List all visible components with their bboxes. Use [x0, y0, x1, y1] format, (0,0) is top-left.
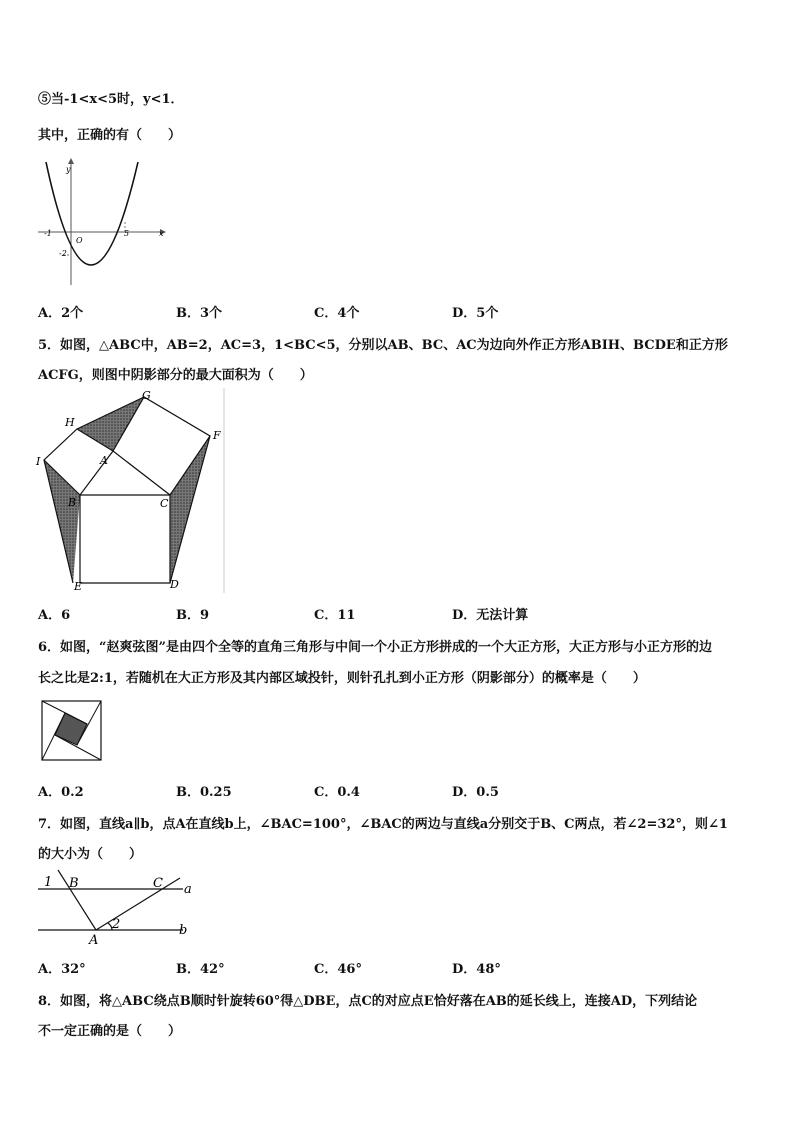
- q4-stem-end: 其中，正确的有（ ）: [38, 128, 182, 143]
- graph-label-origin: O: [76, 236, 83, 245]
- q7-option-c[interactable]: C．46°: [314, 962, 362, 977]
- q7-option-d[interactable]: D．48°: [452, 962, 501, 977]
- q4-option-c[interactable]: C．4个: [314, 306, 360, 321]
- q5-option-c[interactable]: C．11: [314, 608, 356, 623]
- q4-item5: ⑤当-1<x<5时，y<1．: [38, 92, 184, 107]
- fig5-label-h: H: [65, 416, 75, 429]
- fig7-label-line-b: b: [179, 923, 188, 938]
- q5-option-a[interactable]: A．6: [38, 608, 71, 623]
- graph-label-x: x: [159, 229, 164, 238]
- fig5-label-d: D: [170, 578, 179, 591]
- q4-parabola-graph: [38, 158, 168, 286]
- q5-option-d[interactable]: D．无法计算: [452, 608, 529, 623]
- q6-line1: 6．如图，“赵爽弦图”是由四个全等的直角三角形与中间一个小正方形拼成的一个大正方形，大正方形与小正方形的边: [38, 640, 713, 655]
- q5-squares-figure: [36, 388, 228, 594]
- fig5-label-b: B: [68, 496, 77, 509]
- q5-option-b[interactable]: B．9: [176, 608, 210, 623]
- fig5-label-a: A: [100, 454, 108, 467]
- fig7-label-c-point: C: [153, 876, 163, 891]
- q5-line1: 5．如图，△ABC中，AB=2，AC=3，1<BC<5，分别以AB、BC、AC为边向外作正方形ABIH、BCDE和正方形: [38, 338, 728, 353]
- q4-option-a[interactable]: A．2个: [38, 306, 84, 321]
- graph-label-neg1: -1: [44, 229, 52, 238]
- q6-option-a[interactable]: A．0.2: [38, 785, 84, 800]
- graph-label-neg2: -2: [59, 249, 67, 258]
- fig7-label-1: 1: [44, 875, 53, 890]
- q6-line2: 长之比是2:1，若随机在大正方形及其内部区域投针，则针孔扎到小正方形（阴影部分）的概率是（ ）: [38, 671, 646, 686]
- q8-line2: 不一定正确的是（ ）: [38, 1024, 182, 1039]
- fig7-label-line-a: a: [184, 882, 192, 897]
- fig5-label-i: I: [36, 455, 41, 468]
- fig5-label-f: F: [213, 429, 221, 442]
- fig7-label-b-point: B: [69, 876, 79, 891]
- q7-parallel-lines-figure: [38, 868, 198, 948]
- q8-line1: 8．如图，将△ABC绕点B顺时针旋转60°得△DBE，点C的对应点E恰好落在AB的延长线上，连接AD，下列结论: [38, 994, 698, 1009]
- q7-line2: 的大小为（ ）: [38, 847, 143, 862]
- q4-option-d[interactable]: D．5个: [452, 306, 499, 321]
- q4-option-b[interactable]: B．3个: [176, 306, 223, 321]
- q7-option-a[interactable]: A．32°: [38, 962, 86, 977]
- fig7-label-a-point: A: [89, 933, 99, 948]
- fig5-label-c: C: [160, 497, 169, 510]
- graph-label-y: y: [66, 165, 71, 174]
- graph-label-5: 5: [124, 229, 130, 238]
- q7-line1: 7．如图，直线a∥b，点A在直线b上，∠BAC=100°，∠BAC的两边与直线a分别交于B、C两点，若∠2=32°，则∠1: [38, 817, 728, 832]
- q6-option-b[interactable]: B．0.25: [176, 785, 232, 800]
- fig5-label-g: G: [142, 389, 151, 402]
- fig5-label-e: E: [74, 580, 83, 593]
- q6-zhaoshuang-figure: [41, 700, 103, 762]
- q5-line2: ACFG，则图中阴影部分的最大面积为（ ）: [38, 368, 313, 383]
- q6-option-c[interactable]: C．0.4: [314, 785, 360, 800]
- fig7-label-2: 2: [112, 917, 121, 932]
- q7-option-b[interactable]: B．42°: [176, 962, 225, 977]
- q6-option-d[interactable]: D．0.5: [452, 785, 499, 800]
